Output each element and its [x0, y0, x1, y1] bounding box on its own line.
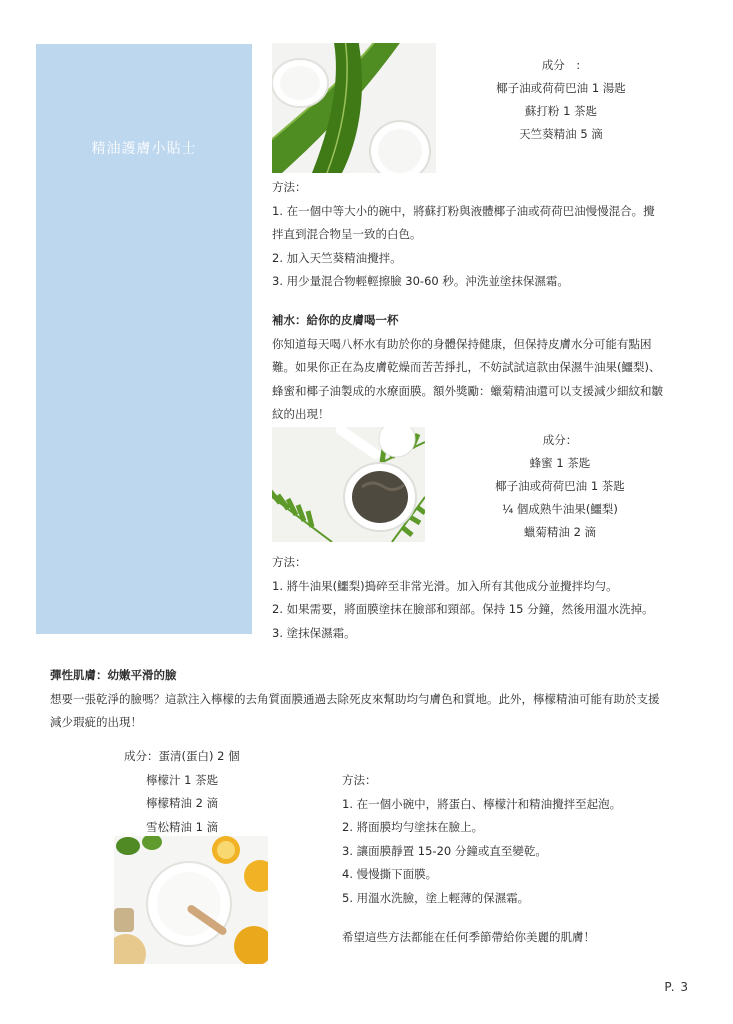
- section2-text: [272, 309, 663, 427]
- closing-line: 希望這些方法都能在任何季節帶給你美麗的肌膚！: [342, 930, 595, 944]
- paragraph-line: 難。如果你正在為皮膚乾燥而苦苦掙扎，不妨試試這款由保濕牛油果(鱷梨)、: [272, 360, 661, 374]
- method-title: 方法：: [342, 773, 377, 787]
- method-step: 1. 將牛油果(鱷梨)搗碎至非常光滑。加入所有其他成分並攪拌均勻。: [272, 578, 618, 593]
- ingredient-item: 雪松精油 1 滴: [146, 819, 219, 834]
- section1-ingredients: [466, 54, 656, 146]
- paragraph-line: 你知道每天喝八杯水有助於你的身體保持健康，但保持皮膚水分可能有點困: [272, 336, 652, 351]
- sidebar-panel: [36, 44, 252, 634]
- method-step: 拌直到混合物呈一致的白色。: [272, 227, 422, 241]
- ingredient-item: 蠟菊精油 2 滴: [523, 525, 597, 539]
- method-step: 1. 在一個小碗中，將蛋白、檸檬汁和精油攪拌至起泡。: [342, 796, 622, 811]
- page-number: P. 3: [664, 980, 689, 994]
- method-step: 4. 慢慢撕下面膜。: [342, 867, 438, 881]
- paragraph-line: 減少瑕疵的出現！: [50, 715, 142, 729]
- paragraph-line: 想要一張乾淨的臉嗎？這款注入檸檬的去角質面膜通過去除死皮來幫助均勻膚色和質地。此外，檸檬精油可能有助於支援: [50, 691, 660, 706]
- method-step: 1. 在一個中等大小的碗中，將蘇打粉與液體椰子油或荷荷巴油慢慢混合。攪: [272, 203, 655, 218]
- section3-ingredients: [124, 745, 240, 839]
- method-title: 方法：: [272, 180, 307, 194]
- mud-mask-photo: [272, 427, 425, 542]
- ingredients-title: 成分 :: [541, 58, 581, 72]
- method-step: 3. 用少量混合物輕輕擦臉 30-60 秒。沖洗並塗抹保濕霜。: [272, 274, 569, 288]
- method-step: 2. 加入天竺葵精油攪拌。: [272, 250, 402, 265]
- ingredient-item: 蜂蜜 1 茶匙: [529, 456, 591, 470]
- method-step: 5. 用溫水洗臉，塗上輕薄的保濕霜。: [342, 890, 530, 905]
- ingredient-item: 天竺葵精油 5 滴: [519, 127, 603, 141]
- section-heading: 彈性肌膚：幼嫩平滑的臉: [50, 668, 177, 682]
- method-step: 2. 如果需要，將面膜塗抹在臉部和頸部。保持 15 分鐘，然後用溫水洗掉。: [272, 602, 654, 616]
- ingredient-item: ¼ 個成熟牛油果(鱷梨): [502, 502, 618, 516]
- section3-text: [50, 664, 660, 735]
- ingredient-item: 椰子油或荷荷巴油 1 茶匙: [495, 479, 625, 493]
- section2-ingredients: [470, 429, 650, 544]
- ingredient-item: 檸檬汁 1 茶匙: [146, 772, 219, 787]
- section3-method: [342, 769, 621, 910]
- method-step: 2. 將面膜均勻塗抹在臉上。: [342, 820, 484, 834]
- ingredients-title: 成分：: [542, 433, 578, 447]
- paragraph-line: 紋的出現！: [272, 407, 330, 421]
- cream-jars-photo: [272, 43, 436, 173]
- ingredient-item: 椰子油或荷荷巴油 1 湯匙: [496, 81, 626, 95]
- ingredient-item: 檸檬精油 2 滴: [146, 796, 219, 810]
- method-title: 方法：: [272, 555, 307, 569]
- method-step: 3. 讓面膜靜置 15-20 分鐘或直至變乾。: [342, 843, 547, 858]
- section1-method: [272, 176, 655, 294]
- method-step: 3. 塗抹保濕霜。: [272, 625, 356, 640]
- sidebar-title: 精油護膚小貼士: [91, 141, 197, 157]
- egg-white-mask-photo: [114, 836, 268, 964]
- ingredients-title: 成分：蛋清(蛋白) 2 個: [124, 749, 240, 763]
- section-heading: 補水：給你的皮膚喝一杯: [272, 313, 399, 327]
- paragraph-line: 蜂蜜和椰子油製成的水療面膜。額外獎勵：蠟菊精油還可以支援減少細紋和皺: [272, 383, 663, 398]
- section2-method: [272, 551, 654, 645]
- ingredient-item: 蘇打粉 1 茶匙: [524, 104, 598, 118]
